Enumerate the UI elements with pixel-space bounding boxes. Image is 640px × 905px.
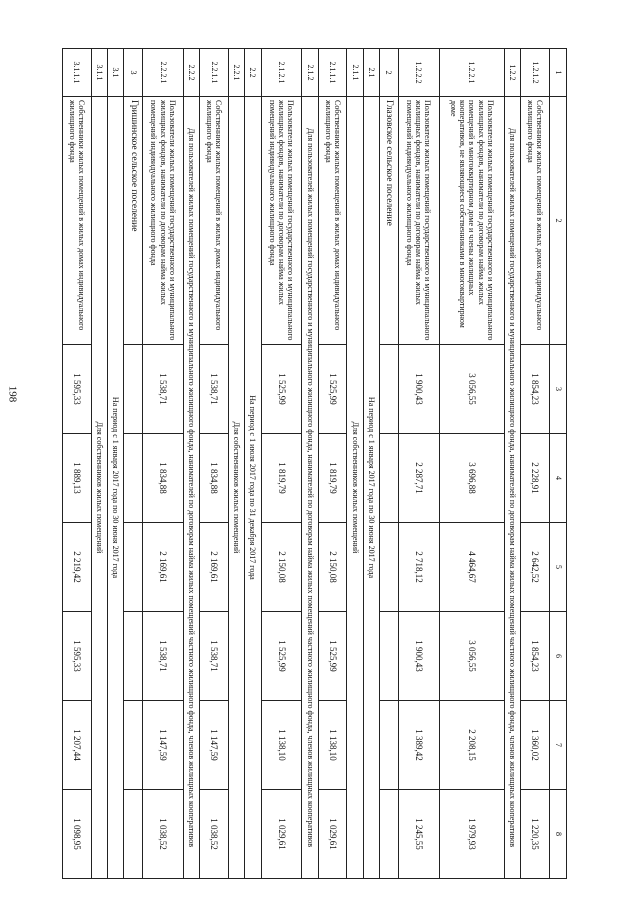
table-row (245, 49, 261, 879)
table-row (398, 49, 439, 879)
tariff-value: 1 147,59 (200, 701, 229, 790)
tariff-value: 3 056,55 (439, 345, 505, 434)
row-code: 2.1.2.1 (261, 49, 302, 97)
tariff-value: 4 464,67 (439, 523, 505, 612)
row-description: Пользователи жилых помещений государственного и муниципального жилищных фондов, наниматели по договорам найма жилых помещений индивидуального жилищного фонда (143, 97, 184, 345)
tariff-value: 1 854,23 (521, 612, 550, 701)
empty-cell (124, 612, 143, 701)
tariff-value: 1 038,52 (143, 790, 184, 879)
row-code: 1.2.1.2 (521, 49, 550, 97)
section-caption: Для собственников жилых помещений (228, 97, 244, 879)
empty-cell (379, 612, 398, 701)
table-row (302, 49, 318, 879)
col-header: 6 (550, 612, 567, 701)
tariff-value: 1 098,95 (63, 790, 92, 879)
tariff-value: 2 219,42 (63, 523, 92, 612)
tariff-value: 1 038,52 (200, 790, 229, 879)
row-description: Собственники жилых помещений в жилых домах индивидуального жилищного фонда (318, 97, 347, 345)
tariff-value: 2 150,08 (318, 523, 347, 612)
col-header: 7 (550, 701, 567, 790)
row-code: 1.2.2.2 (398, 49, 439, 97)
empty-cell (379, 345, 398, 434)
row-code: 2 (379, 49, 398, 97)
table-row (505, 49, 521, 879)
tariff-value: 1 525,99 (318, 612, 347, 701)
table-row (143, 49, 184, 879)
table-row (379, 49, 398, 879)
tariff-value: 1 147,59 (143, 701, 184, 790)
row-description: Собственники жилых помещений в жилых домах индивидуального жилищного фонда (63, 97, 92, 345)
settlement-title: Глазовское сельское поселение (379, 97, 398, 345)
row-code: 2.1.1.1 (318, 49, 347, 97)
section-caption: Для пользователей жилых помещений государственного и муниципального жилищного фонда, нанимателей по договорам найма жилых помещений частного жилищного фонда, членов жилищных кооперативов (302, 97, 318, 879)
settlement-title: Гришинское сельское поселение (124, 97, 143, 345)
row-code: 1.2.2 (505, 49, 521, 97)
row-code: 2.2.2 (183, 49, 199, 97)
empty-cell (379, 790, 398, 879)
tariff-value: 1 979,93 (439, 790, 505, 879)
tariff-value: 1 819,79 (261, 434, 302, 523)
table-row (261, 49, 302, 879)
section-caption: На период с 1 июля 2017 года по 31 декабря 2017 года (245, 97, 261, 879)
tariff-value: 1 900,43 (398, 612, 439, 701)
tariff-value: 2 228,91 (521, 434, 550, 523)
tariff-value: 3 696,88 (439, 434, 505, 523)
tariff-value: 1 538,71 (200, 612, 229, 701)
row-description: Собственники жилых помещений в жилых домах индивидуального жилищного фонда (521, 97, 550, 345)
empty-cell (124, 523, 143, 612)
tariff-value: 1 834,88 (200, 434, 229, 523)
row-code: 2.2 (245, 49, 261, 97)
section-caption: Для пользователей жилых помещений государственного и муниципального жилищного фонда, нанимателей по договорам найма жилых помещений частного жилищного фонда, членов жилищных кооперативов (505, 97, 521, 879)
table-row (228, 49, 244, 879)
tariff-value: 2 169,61 (143, 523, 184, 612)
section-caption: Для собственников жилых помещений (347, 97, 363, 879)
tariff-value: 1 854,23 (521, 345, 550, 434)
tariff-value: 1 889,13 (63, 434, 92, 523)
empty-cell (124, 701, 143, 790)
section-caption: Для пользователей жилых помещений государственного и муниципального жилищного фонда, нанимателей по договорам найма жилых помещений частного жилищного фонда, членов жилищных кооперативов (183, 97, 199, 879)
tariff-value: 1 207,44 (63, 701, 92, 790)
empty-cell (124, 434, 143, 523)
tariff-value: 2 208,15 (439, 701, 505, 790)
tariff-value: 2 718,12 (398, 523, 439, 612)
row-description: Собственники жилых помещений в жилых домах индивидуального жилищного фонда (200, 97, 229, 345)
table-row (91, 49, 107, 879)
tariff-value: 1 538,71 (143, 612, 184, 701)
col-header: 8 (550, 790, 567, 879)
tariff-value: 2 150,08 (261, 523, 302, 612)
tariff-value: 1 220,35 (521, 790, 550, 879)
header-row (550, 49, 567, 879)
tariff-value: 1 029,61 (318, 790, 347, 879)
row-code: 3 (124, 49, 143, 97)
page-number: 198 (6, 385, 18, 403)
table-row (318, 49, 347, 879)
empty-cell (124, 790, 143, 879)
table-row (108, 49, 124, 879)
table-body (63, 49, 550, 879)
col-header: 2 (550, 97, 567, 345)
tariff-value: 1 595,33 (63, 345, 92, 434)
col-header: 4 (550, 434, 567, 523)
tariff-value: 2 169,61 (200, 523, 229, 612)
tariff-table-container (62, 48, 567, 878)
tariff-value: 1 538,71 (200, 345, 229, 434)
tariff-value: 1 029,61 (261, 790, 302, 879)
col-header: 3 (550, 345, 567, 434)
tariff-table (62, 48, 567, 879)
tariff-value: 1 525,99 (261, 612, 302, 701)
row-code: 2.1.1 (347, 49, 363, 97)
tariff-value: 3 056,55 (439, 612, 505, 701)
tariff-value: 1 834,88 (143, 434, 184, 523)
tariff-value: 2 287,71 (398, 434, 439, 523)
section-caption: Для собственников жилых помещений (91, 97, 107, 879)
empty-cell (379, 701, 398, 790)
empty-cell (379, 523, 398, 612)
section-caption: На период с 1 января 2017 года по 30 июня 2017 года (108, 97, 124, 879)
tariff-value: 1 389,42 (398, 701, 439, 790)
col-header: 1 (550, 49, 567, 97)
section-caption: На период с 1 января 2017 года по 30 июня 2017 года (363, 97, 379, 879)
tariff-value: 1 138,10 (261, 701, 302, 790)
tariff-value: 1 245,55 (398, 790, 439, 879)
row-code: 2.2.1 (228, 49, 244, 97)
tariff-value: 1 595,33 (63, 612, 92, 701)
empty-cell (124, 345, 143, 434)
table-row (200, 49, 229, 879)
row-description: Пользователи жилых помещений государственного и муниципального жилищных фондов, наниматели по договорам найма жилых помещений в многоквартирном доме и члены жилищных кооперативов, не являющиеся собственниками в многоквартирном доме (439, 97, 505, 345)
row-code: 2.1 (363, 49, 379, 97)
tariff-value: 2 642,52 (521, 523, 550, 612)
empty-cell (379, 434, 398, 523)
table-row (124, 49, 143, 879)
table-row (521, 49, 550, 879)
row-code: 2.2.1.1 (200, 49, 229, 97)
table-row (183, 49, 199, 879)
row-code: 3.1.1 (91, 49, 107, 97)
tariff-value: 1 819,79 (318, 434, 347, 523)
row-code: 2.1.2 (302, 49, 318, 97)
table-row (439, 49, 505, 879)
table-rotation-frame (62, 48, 567, 878)
table-row (347, 49, 363, 879)
tariff-value: 1 900,43 (398, 345, 439, 434)
row-code: 1.2.2.1 (439, 49, 505, 97)
tariff-value: 1 138,10 (318, 701, 347, 790)
row-code: 2.2.2.1 (143, 49, 184, 97)
table-row (63, 49, 92, 879)
tariff-value: 1 360,02 (521, 701, 550, 790)
col-header: 5 (550, 523, 567, 612)
row-code: 3.1 (108, 49, 124, 97)
tariff-value: 1 538,71 (143, 345, 184, 434)
tariff-value: 1 525,99 (261, 345, 302, 434)
row-description: Пользователи жилых помещений государственного и муниципального жилищных фондов, наниматели по договорам найма жилых помещений индивидуального жилищного фонда (398, 97, 439, 345)
row-code: 3.1.1.1 (63, 49, 92, 97)
table-row (363, 49, 379, 879)
tariff-value: 1 525,99 (318, 345, 347, 434)
row-description: Пользователи жилых помещений государственного и муниципального жилищных фондов, наниматели по договорам найма жилых помещений индивидуального жилищного фонда (261, 97, 302, 345)
